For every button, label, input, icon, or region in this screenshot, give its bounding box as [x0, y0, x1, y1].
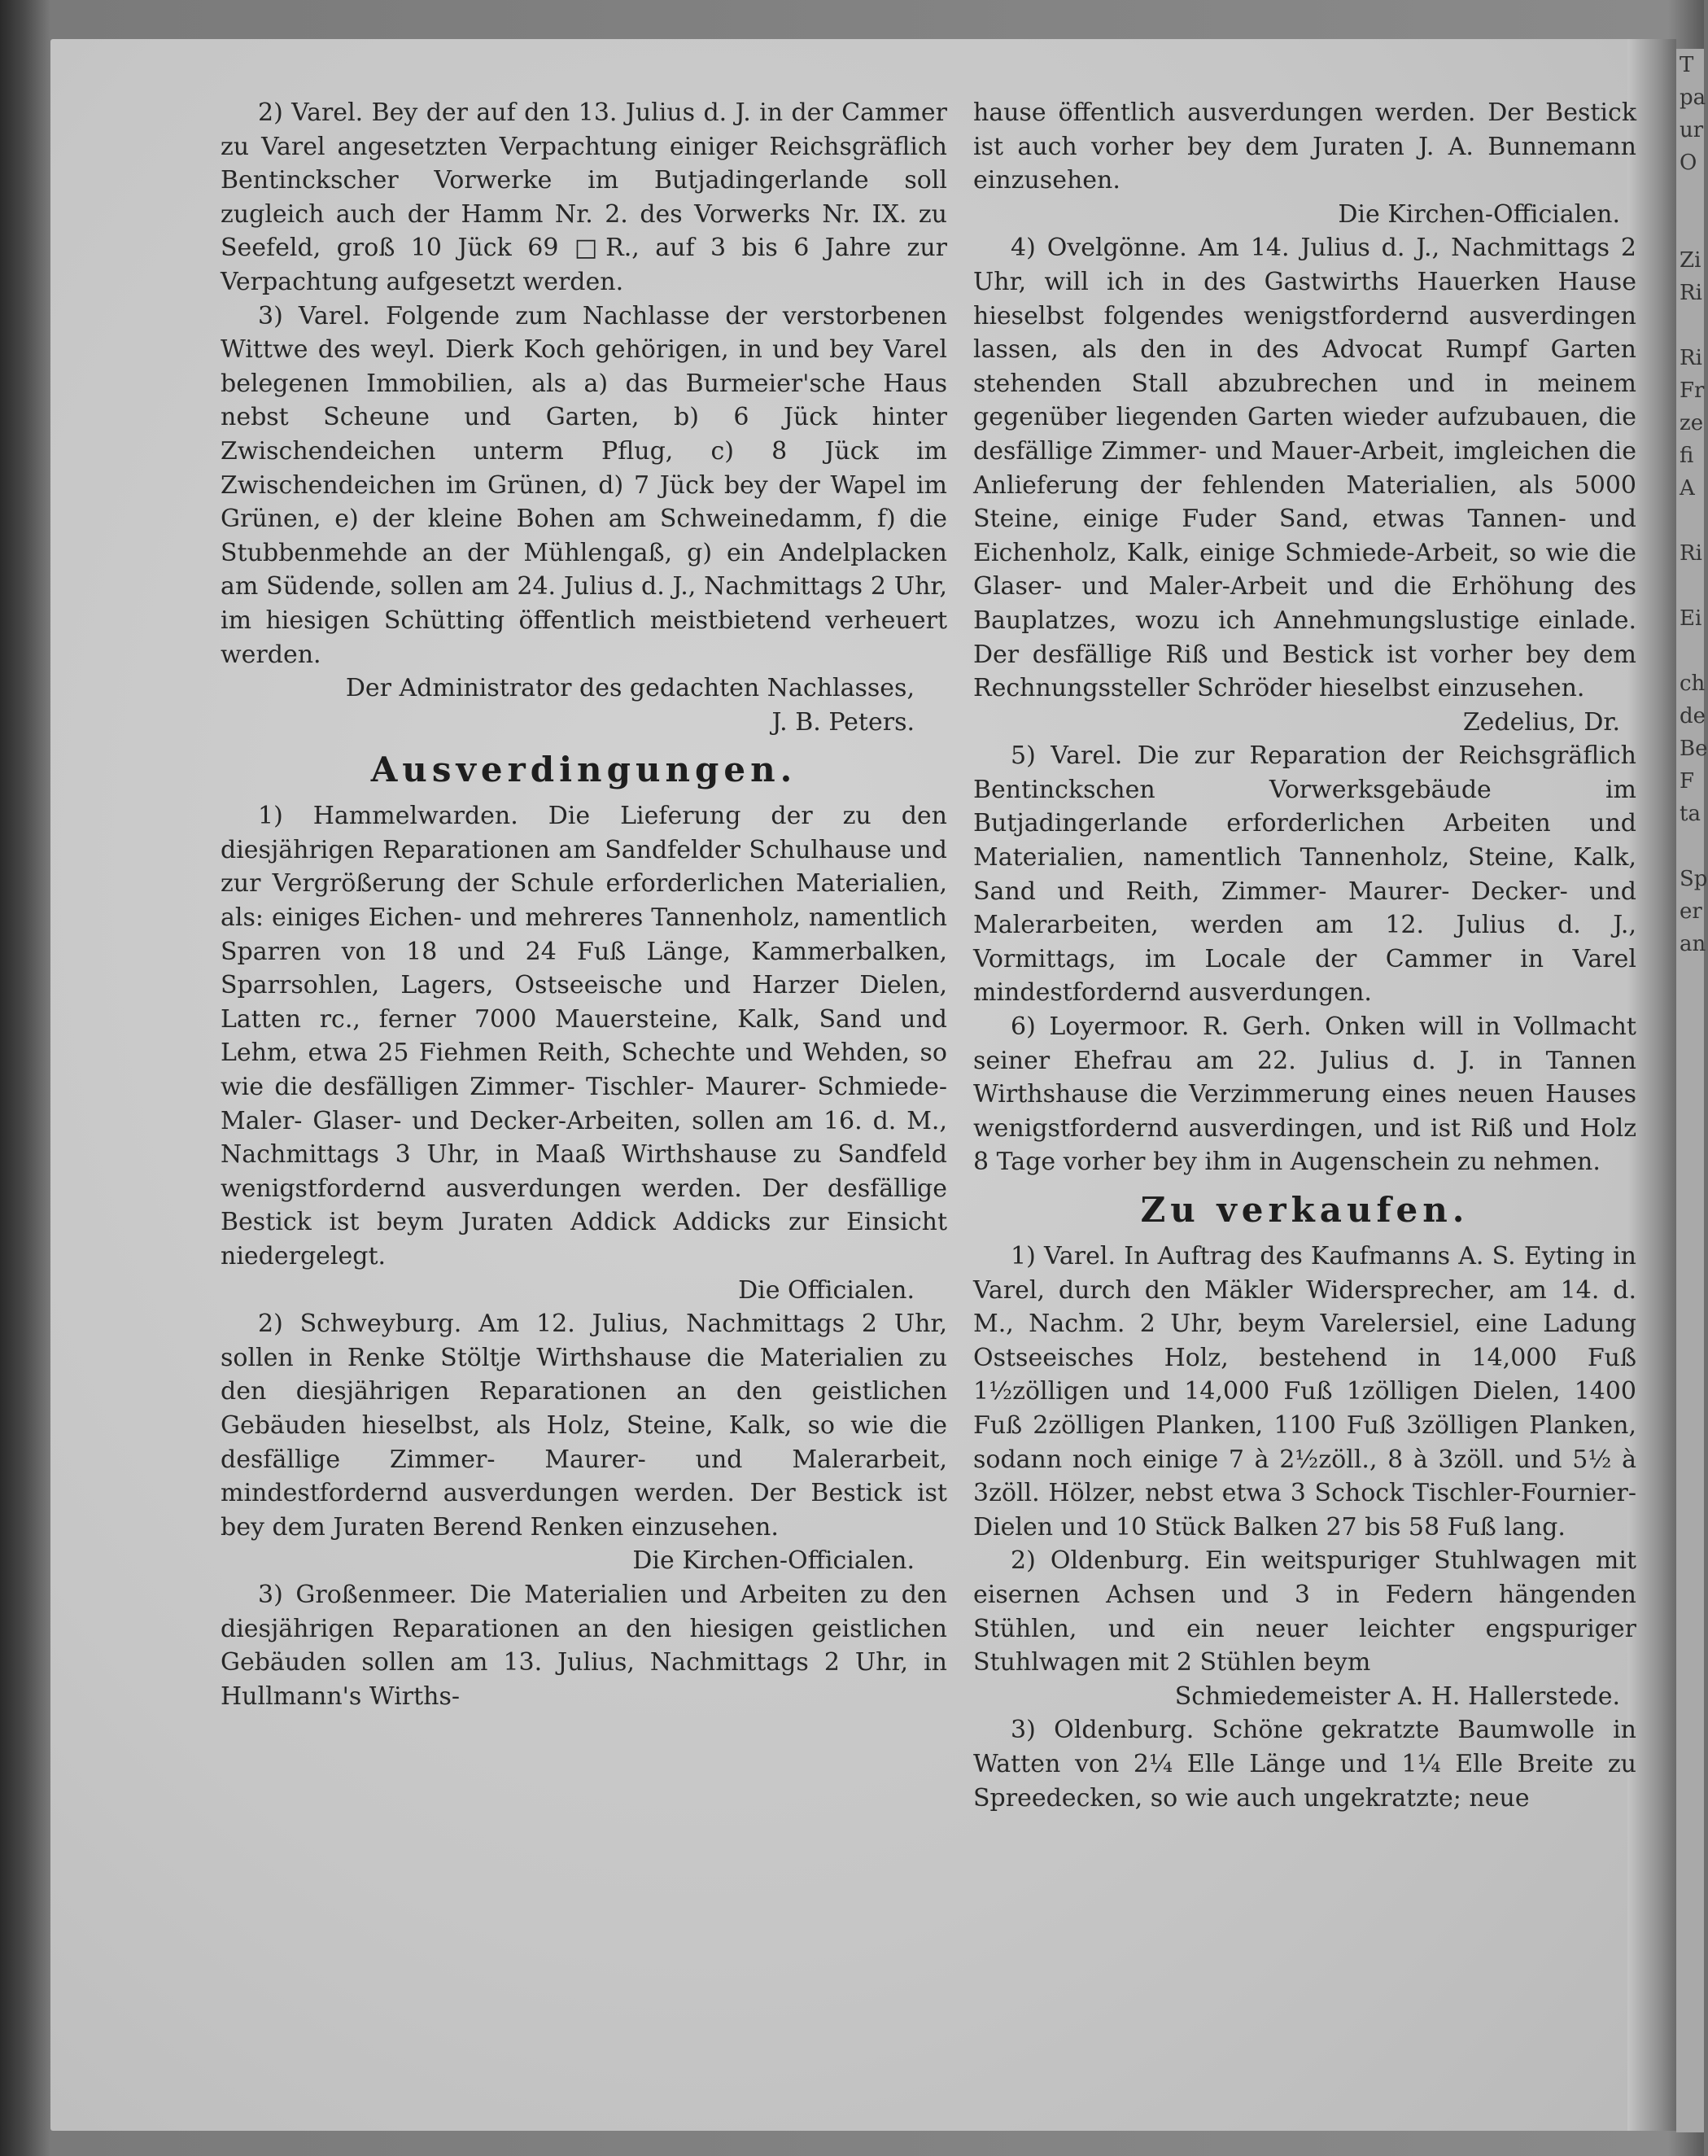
edge-fragment	[1676, 505, 1704, 537]
section-heading-zu-verkaufen: Zu verkaufen.	[1140, 1190, 1470, 1230]
estate-administrator-line: Der Administrator des gedachten Nachlasses,	[345, 674, 915, 703]
notice-grossenmeer-continued: hause öffentlich ausverdungen werden. Der Bestick ist auch vorher bey dem Juraten J. A. Bunnemann einzusehen.	[973, 98, 1636, 195]
sale-varel-holz: 1) Varel. In Auftrag des Kaufmanns A. S. Eyting in Varel, durch den Mäkler Widersprecher, am 14. d. M., Nachm. 2 Uhr, beym Varelersiel, eine Ladung Ostseeisches Holz, bestehend in 14,000 Fuß 1½zölligen und 14,000 Fuß 1zölligen Dielen, 1400 Fuß 2zölligen Planken, 1100 Fuß 3zölligen Planken, sodann noch einige 7 à 2½zöll., 8 à 3zöll. und 5½ à 3zöll. Hölzer, nebst etwa 3 Schock Tischler-Fournier-Dielen und 10 Stück Balken 27 bis 58 Fuß lang.	[973, 1242, 1636, 1542]
edge-fragment: Fr	[1680, 378, 1705, 403]
grossenmeer-signature: Die Kirchen-Officialen.	[1338, 199, 1620, 229]
hammelwarden-signature: Die Officialen.	[738, 1275, 915, 1305]
edge-fragment: Ei	[1680, 606, 1702, 631]
edge-fragment	[1676, 179, 1704, 212]
section-heading-ausverdingungen: Ausverdingungen.	[370, 750, 797, 790]
edge-fragment: de	[1680, 704, 1706, 728]
adjacent-page-edge	[1676, 49, 1708, 2132]
edge-fragment	[1676, 830, 1704, 863]
edge-fragment	[1676, 212, 1704, 244]
right-column	[973, 96, 1636, 1815]
edge-fragment: ta	[1680, 802, 1701, 826]
edge-fragment: Be	[1680, 737, 1708, 761]
edge-fragment: Zi	[1680, 248, 1701, 273]
edge-fragment: ze	[1680, 411, 1704, 435]
edge-fragment: Ri	[1680, 541, 1702, 566]
schweyburg-signature: Die Kirchen-Officialen.	[632, 1546, 915, 1576]
estate-administrator-name: J. B. Peters.	[771, 707, 915, 737]
edge-fragment: A	[1680, 476, 1695, 501]
ovelgoenne-signature: Zedelius, Dr.	[1462, 707, 1620, 737]
edge-fragment	[1676, 309, 1704, 342]
edge-fragment: F	[1680, 769, 1695, 794]
notice-schweyburg: 2) Schweyburg. Am 12. Julius, Nachmittags 2 Uhr, sollen in Renke Stöltje Wirthshause die Materialien zu den diesjährigen Reparationen an den geistlichen Gebäuden hieselbst, als Holz, Steine, Kalk, so wie die desfällige Zimmer- Maurer- und Malerarbeit, mindestfordernd ausverdungen werden. Der Bestick ist bey dem Juraten Berend Renken einzusehen.	[221, 1310, 947, 1542]
edge-fragment: T	[1680, 53, 1694, 77]
stuhlwagen-seller: Schmiedemeister A. H. Hallerstede.	[1174, 1682, 1620, 1711]
edge-fragment: Ri	[1680, 346, 1702, 370]
sale-oldenburg-baumwolle: 3) Oldenburg. Schöne gekratzte Baumwolle in Watten von 2¼ Elle Länge und 1¼ Elle Breite zu Spreedecken, so wie auch ungekratzte; neue	[973, 1716, 1636, 1813]
notice-grossenmeer: 3) Großenmeer. Die Materialien und Arbeiten zu den diesjährigen Reparationen an den hiesigen geistlichen Gebäuden sollen am 13. Julius, Nachmittags 2 Uhr, in Hullmann's Wirths-	[221, 1580, 947, 1711]
edge-fragment: fi	[1680, 444, 1694, 468]
edge-fragment: pa	[1680, 85, 1706, 110]
notice-ovelgoenne: 4) Ovelgönne. Am 14. Julius d. J., Nachmittags 2 Uhr, will ich in des Gastwirths Hauerken Hause hieselbst folgendes wenigstfordernd ausverdingen lassen, als den in des Advocat Rumpf Garten stehenden Stall abzubrechen und in meinem gegenüber liegenden Garten wieder aufzubauen, die desfällige Zimmer- und Mauer-Arbeit, imgleichen die Anlieferung der fehlenden Materialien, als 5000 Steine, einige Fuder Sand, etwas Tannen- und Eichenholz, Kalk, einige Schmiede-Arbeit, so wie die Glaser- und Maler-Arbeit und die Erhöhung des Bauplatzes, wozu ich Annehmungslustige einlade. Der desfällige Riß und Bestick ist vorher bey dem Rechnungssteller Schröder hieselbst einzusehen.	[973, 234, 1636, 703]
notice-varel-vorwerke: 5) Varel. Die zur Reparation der Reichsgräflich Bentinckschen Vorwerksgebäude im Butjadingerlande erforderlichen Arbeiten und Materialien, namentlich Tannenholz, Steine, Kalk, Sand und Reith, Zimmer- Maurer- Decker- und Malerarbeiten, werden am 12. Julius d. J., Vormittags, im Locale der Cammer in Varel mindestfordernd ausverdungen.	[973, 741, 1636, 1008]
edge-fragment: er	[1680, 899, 1702, 924]
notice-hammelwarden: 1) Hammelwarden. Die Lieferung der zu den diesjährigen Reparationen am Sandfelder Schulhause und zur Vergrößerung der Schule erforderlichen Materialien, als: einiges Eichen- und mehreres Tannenholz, namentlich Sparren von 18 und 24 Fuß Länge, Kammerbalken, Sparrsohlen, Lagers, Ostseeische und Harzer Dielen, Latten rc., ferner 7000 Mauersteine, Kalk, Sand und Lehm, etwa 25 Fiehmen Reith, Schechte und Wehden, so wie die desfälligen Zimmer- Tischler- Maurer- Schmiede- Maler- Glaser- und Decker-Arbeiten, sollen am 16. d. M., Nachmittags 3 Uhr, in Maaß Wirthshause zu Sandfeld wenigstfordernd ausverdungen werden. Der desfällige Bestick ist beym Juraten Addick Addicks zur Einsicht niedergelegt.	[221, 802, 947, 1270]
edge-fragment	[1676, 570, 1704, 602]
edge-fragment: Sp	[1680, 867, 1708, 891]
sale-oldenburg-stuhlwagen: 2) Oldenburg. Ein weitspuriger Stuhlwagen mit eisernen Achsen und 3 in Federn hängenden Stühlen, und ein neuer leichter engspuriger Stuhlwagen mit 2 Stühlen beym	[973, 1546, 1636, 1677]
notice-varel-hamm: 2) Varel. Bey der auf den 13. Julius d. J. in der Cammer zu Varel angesetzten Verpachtung einiger Reichsgräflich Bentinckscher Vorwerke im Butjadingerlande soll zugleich auch der Hamm Nr. 2. des Vorwerks Nr. IX. zu Seefeld, groß 10 Jück 69 □R., auf 3 bis 6 Jahre zur Verpachtung aufgesetzt werden.	[221, 98, 947, 296]
edge-fragment: Ri	[1680, 281, 1702, 305]
edge-fragment: ch	[1680, 671, 1706, 696]
edge-fragment: an	[1680, 932, 1706, 956]
notice-loyermoor: 6) Loyermoor. R. Gerh. Onken will in Vollmacht seiner Ehefrau am 22. Julius d. J. in Tannen Wirthshause die Verzimmerung eines neuen Hauses wenigstfordernd ausverdingen, und ist Riß und Holz 8 Tage vorher bey ihm in Augenschein zu nehmen.	[973, 1012, 1636, 1177]
notice-varel-estate: 3) Varel. Folgende zum Nachlasse der verstorbenen Wittwe des weyl. Dierk Koch gehörigen, in und bey Varel belegenen Immobilien, als a) das Burmeier'sche Haus nebst Scheune und Garten, b) 6 Jück hinter Zwischendeichen unterm Pflug, c) 8 Jück im Zwischendeichen im Grünen, d) 7 Jück bey der Wapel im Grünen, e) der kleine Bohen am Schweinedamm, f) die Stubbenmehde an der Mühlengaß, g) ein Andelplacken am Südende, sollen am 24. Julius d. J., Nachmittags 2 Uhr, im hiesigen Schütting öffentlich meistbietend verheuert werden.	[221, 301, 947, 669]
edge-fragment	[1676, 635, 1704, 667]
left-column	[221, 96, 947, 1713]
edge-fragment: O	[1680, 151, 1697, 175]
edge-fragment: ur	[1680, 118, 1704, 142]
